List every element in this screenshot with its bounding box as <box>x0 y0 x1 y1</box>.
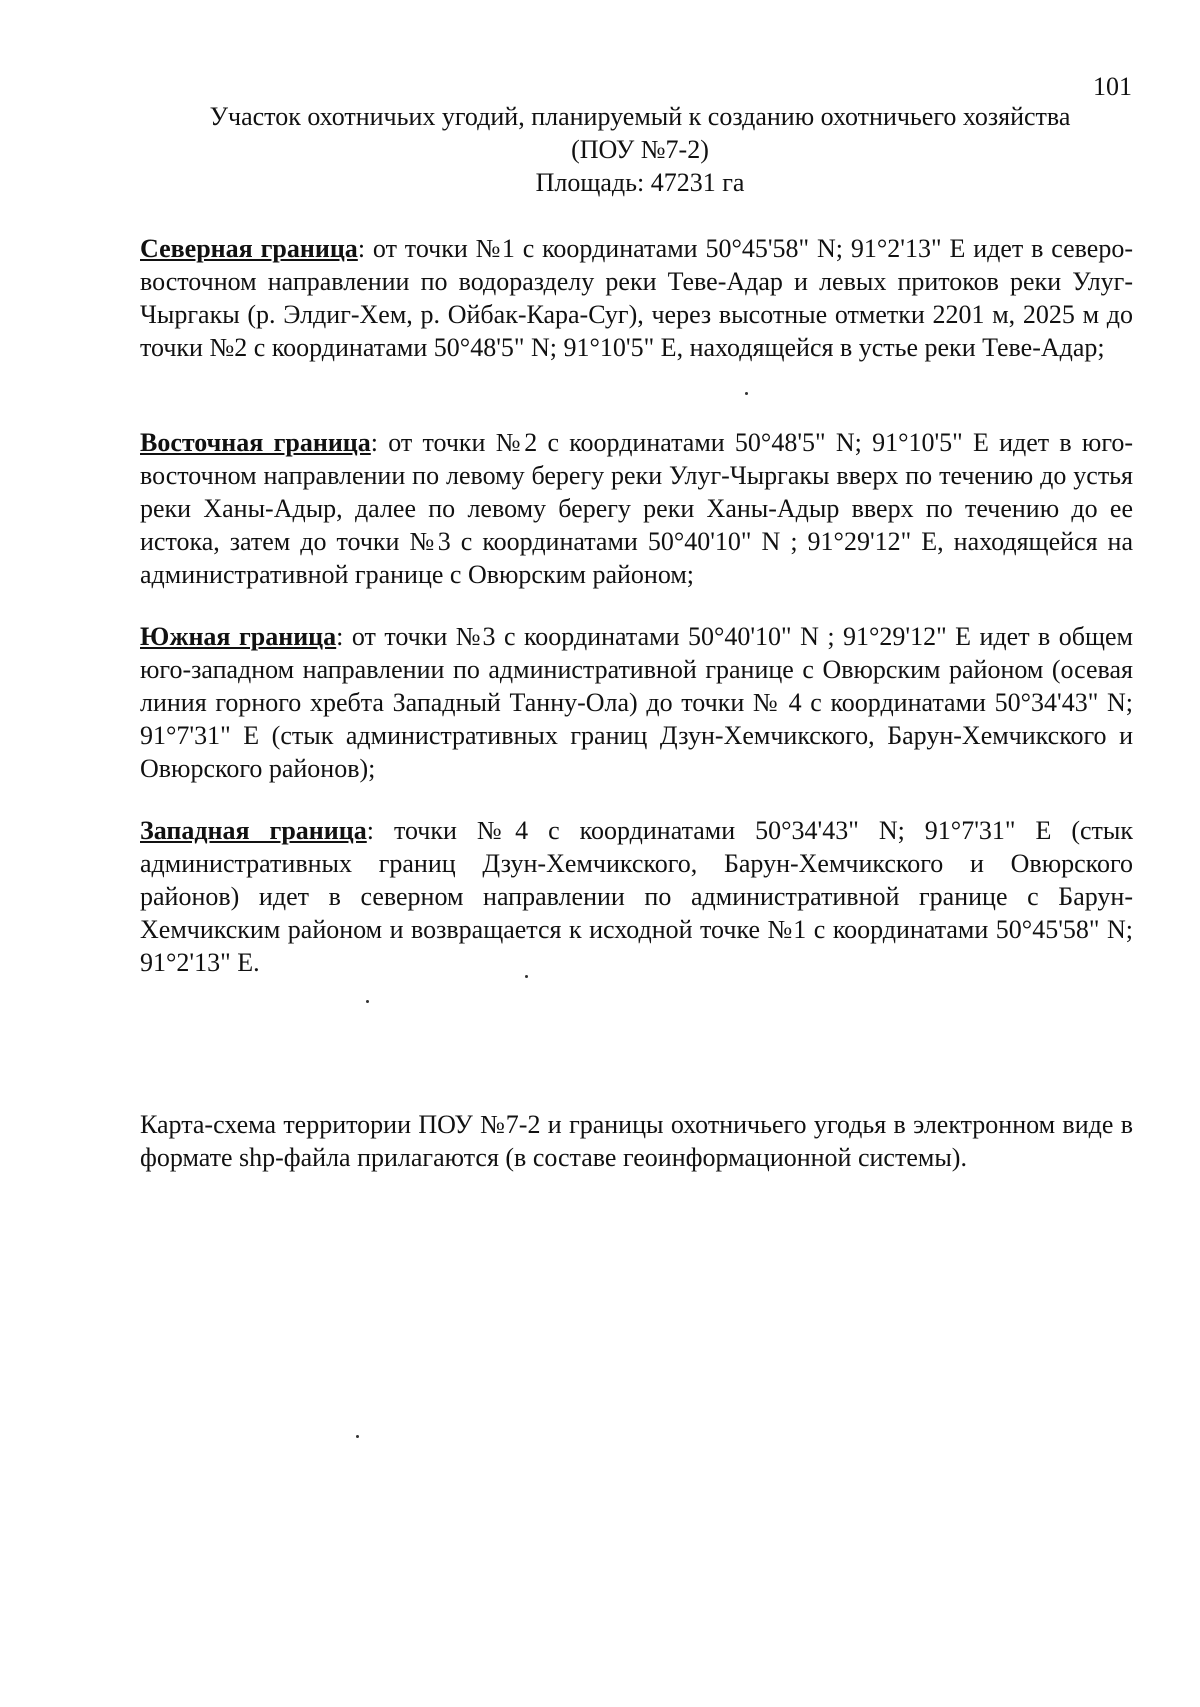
scan-speck <box>745 392 748 395</box>
section-south-boundary <box>140 620 1133 785</box>
section-heading: Южная граница <box>140 622 337 651</box>
header-area: Площадь: 47231 га <box>535 168 745 197</box>
section-text: : точки №4 с координатами 50°34'43" N; 91°7'31" Е (стык административных границ Дзун-Хемчикского, Барун-Хемчикского и Овюрского районов) идет в северном направлении по административной границе с Барун-Хемчикским районом и возвращается к исходной точке №1 с координатами 50°45'58" N; 91°2'13" Е. <box>140 816 1133 977</box>
section-text: : от точки №1 с координатами 50°45'58" N; 91°2'13" Е идет в северо-восточном направлении по водоразделу реки Теве-Адар и левых притоков реки Улуг-Чыргакы (р. Элдиг-Хем, р. Ойбак-Кара-Суг), через высотные отметки 2201 м, 2025 м до точки №2 с координатами 50°48'5" N; 91°10'5" Е, находящейся в устье реки Теве-Адар; <box>140 234 1133 362</box>
section-text: : от точки №3 с координатами 50°40'10" N ; 91°29'12" Е идет в общем юго-западном направлении по административной границе с Овюрским районом (осевая линия горного хребта Западный Танну-Ола) до точки № 4 с координатами 50°34'43" N; 91°7'31" Е (стык административных границ Дзун-Хемчикского, Барун-Хемчикского и Овюрского районов); <box>140 622 1134 783</box>
section-east-boundary <box>140 426 1133 591</box>
section-heading: Западная граница <box>140 816 367 845</box>
section-text: : от точки №2 с координатами 50°48'5" N; 91°10'5" Е идет в юго-восточном направлении по левому берегу реки Улуг-Чыргакы вверх по течению до устья реки Ханы-Адыр, далее по левому берегу реки Ханы-Адыр вверх по течению до ее истока, затем до точки №3 с координатами 50°40'10" N ; 91°29'12" Е, находящейся на административной границе с Овюрским районом; <box>140 428 1134 589</box>
section-heading: Восточная граница <box>140 428 371 457</box>
scan-speck <box>525 975 528 978</box>
header-title: Участок охотничьих угодий, планируемый к созданию охотничьего хозяйства <box>209 102 1071 131</box>
map-scheme-note: Карта-схема территории ПОУ №7-2 и границы охотничьего угодья в электронном виде в формате shp-файла прилагаются (в составе геоинформационной системы). <box>140 1110 1133 1172</box>
page-number: 101 <box>1093 72 1132 101</box>
section-heading: Северная граница <box>140 234 358 263</box>
document-header <box>140 100 1140 199</box>
scan-speck <box>356 1435 359 1438</box>
header-code: (ПОУ №7-2) <box>571 135 709 164</box>
section-north-boundary <box>140 232 1133 364</box>
scan-speck <box>366 1000 369 1003</box>
section-west-boundary <box>140 814 1133 979</box>
